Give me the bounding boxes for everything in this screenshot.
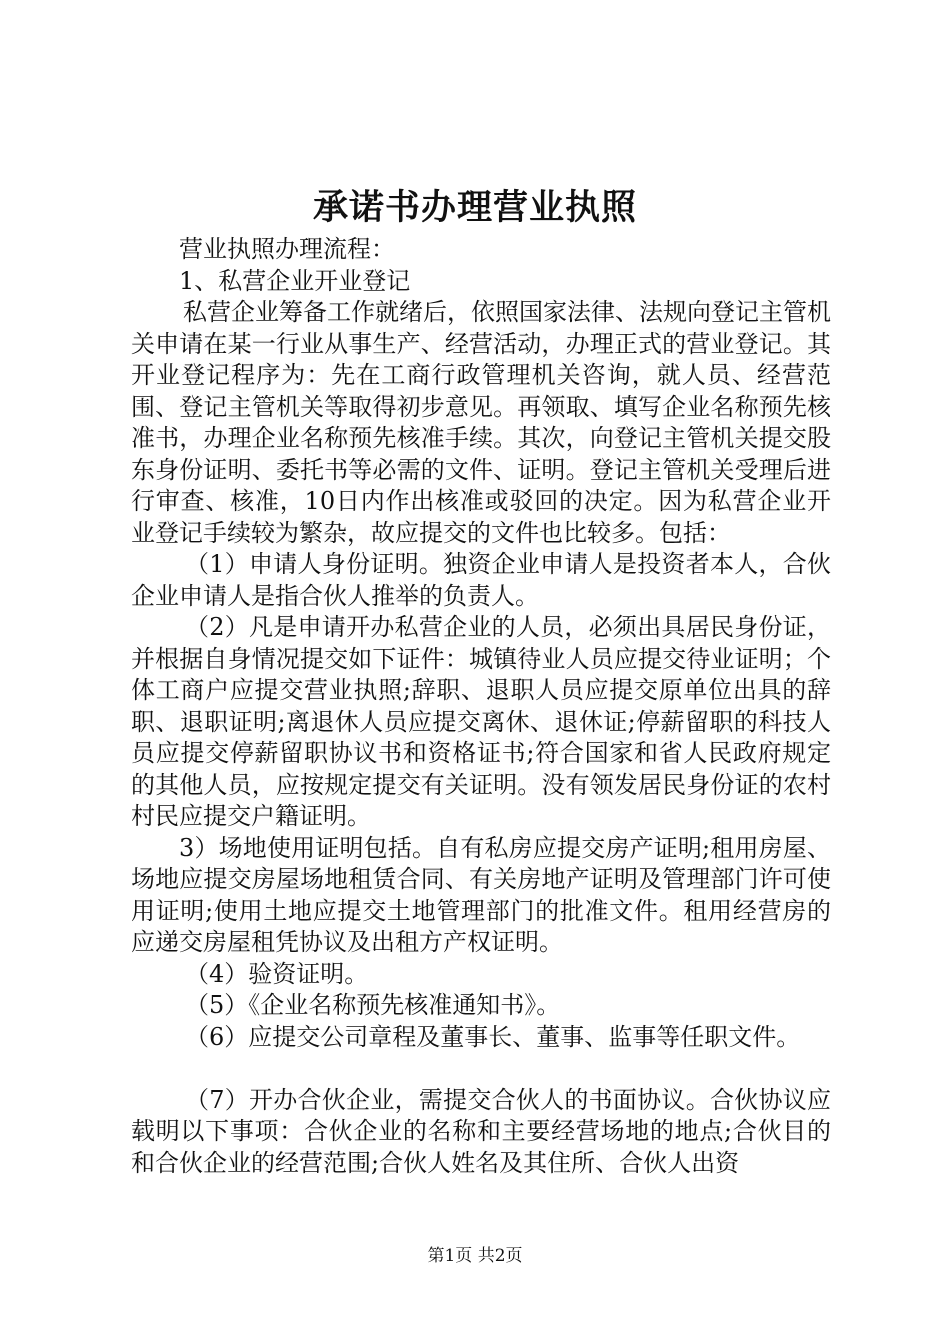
paragraph-item-6: （6）应提交公司章程及董事长、董事、监事等任职文件。 [185, 1022, 801, 1051]
paragraph-registration-overview: 私营企业筹备工作就绪后，依照国家法律、法规向登记主管机关申请在某一行业从事生产、经营活动，办理正式的营业登记。其开业登记程序为：先在工商行政管理机关咨询，就人员、经营范围、登记主管机关等取得初步意见。再领取、填写企业名称预先核准书，办理企业名称预先核准手续。其次，向登记主管机关提交股东身份证明、委托书等必需的文件、证明。登记主管机关受理后进行审查、核准，10日内作出核准或驳回的决定。因为私营企业开业登记手续较为繁杂，故应提交的文件也比较多。包括： [131, 298, 831, 547]
paragraph-section-heading: 1、私营企业开业登记 [179, 266, 411, 295]
paragraph-item-7: （7）开办合伙企业，需提交合伙人的书面协议。合伙协议应载明以下事项：合伙企业的名称和主要经营场地的地点;合伙目的和合伙企业的经营范围;合伙人姓名及其住所、合伙人出资 [131, 1085, 831, 1177]
paragraph-item-1: （1）申请人身份证明。独资企业申请人是投资者本人，合伙企业申请人是指合伙人推举的负责人。 [131, 550, 831, 610]
document-title: 承诺书办理营业执照 [312, 187, 637, 228]
document-body [131, 234, 831, 1179]
paragraph-spacer [131, 1053, 831, 1085]
paragraph-item-4: （4）验资证明。 [185, 959, 369, 988]
paragraph-item-5: （5）《企业名称预先核准通知书》。 [185, 991, 561, 1019]
paragraph-process-heading: 营业执照办理流程： [179, 235, 395, 263]
paragraph-item-3: 3）场地使用证明包括。自有私房应提交房产证明;租用房屋、场地应提交房屋场地租赁合同、有关房地产证明及管理部门许可使用证明;使用土地应提交土地管理部门的批准文件。租用经营房的应递交房屋租凭协议及出租方产权证明。 [131, 833, 831, 956]
page-footer: 第1页 共2页 [427, 1246, 523, 1266]
paragraph-item-2: （2）凡是申请开办私营企业的人员，必须出具居民身份证，并根据自身情况提交如下证件：城镇待业人员应提交待业证明；个体工商户应提交营业执照;辞职、退职人员应提交原单位出具的辞职、退职证明;离退休人员应提交离休、退休证;停薪留职的科技人员应提交停薪留职协议书和资格证书;符合国家和省人民政府规定的其他人员，应按规定提交有关证明。没有领发居民身份证的农村村民应提交户籍证明。 [131, 613, 831, 830]
